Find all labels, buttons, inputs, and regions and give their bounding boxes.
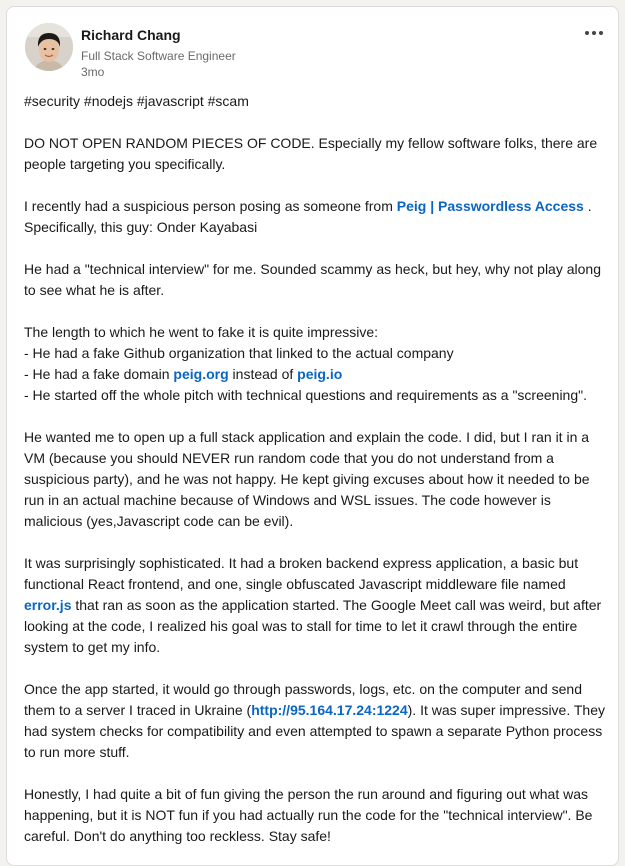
post-card: [6, 6, 619, 866]
post-body: [24, 91, 609, 866]
fake-domain-link[interactable]: peig.org: [173, 366, 229, 382]
post-header: [7, 7, 618, 87]
list-item: [24, 364, 609, 385]
more-horizontal-icon-dot: [599, 31, 603, 35]
post-paragraph-7-text-after: ). It was super impressive. They had system checks for compatibility and even attempted to spawn a separate Python process to run more stuff.: [24, 702, 605, 760]
post-paragraph-2: [24, 196, 609, 238]
post-paragraph-8: Honestly, I had quite a bit of fun giving the person the run around and figuring out what was happening, but it is NOT fun if you had actually run the code for the "technical interview". Be careful. Don't do anything too reckless. Stay safe!: [24, 786, 593, 844]
author-name[interactable]: Richard Chang: [81, 27, 181, 43]
error-js-link[interactable]: error.js: [24, 597, 72, 613]
more-horizontal-icon-dot: [592, 31, 596, 35]
server-ip-link[interactable]: http://95.164.17.24:1224: [251, 702, 408, 718]
post-paragraph-3: He had a "technical interview" for me. Sounded scammy as heck, but hey, why not play along to see what he is after.: [24, 261, 601, 298]
author-avatar[interactable]: [25, 23, 73, 71]
post-paragraph-1: DO NOT OPEN RANDOM PIECES OF CODE. Especially my fellow software folks, there are people targeting you specifically.: [24, 135, 598, 172]
company-link[interactable]: Peig | Passwordless Access: [396, 198, 584, 214]
list-item: - He had a fake Github organization that linked to the actual company: [24, 345, 454, 361]
list-item-text: instead of: [228, 366, 298, 382]
post-paragraph-7: [24, 679, 609, 763]
post-paragraph-6-text-after: that ran as soon as the application started. The Google Meet call was weird, but after looking at the code, I realized his goal was to stall for time to let it crawl through the entire system to get my info.: [24, 597, 602, 655]
avatar-photo: [25, 23, 73, 71]
list-item-text: - He had a fake domain: [24, 366, 174, 382]
list-item: - He started off the whole pitch with technical questions and requirements as a "screening".: [24, 387, 587, 403]
post-paragraph-4-intro: The length to which he went to fake it is quite impressive:: [24, 324, 379, 340]
post-timestamp: 3mo: [81, 65, 105, 79]
author-headline: Full Stack Software Engineer: [81, 49, 236, 63]
post-paragraph-5: He wanted me to open up a full stack application and explain the code. I did, but I ran it in a VM (because you should NEVER run random code that you do not understand from a suspicious party), and he was not happy. He kept giving excuses about how it needed to be run in an actual machine because of Windows and WSL issues. The code however is malicious (yes,Javascript code can be evil).: [24, 429, 590, 529]
post-paragraph-2-text: I recently had a suspicious person posing as someone from: [24, 198, 397, 214]
post-paragraph-4: [24, 322, 609, 406]
post-paragraph-2-line2: Specifically, this guy: Onder Kayabasi: [24, 219, 258, 235]
more-horizontal-icon: [585, 31, 589, 35]
post-hashtags: #security #nodejs #javascript #scam: [24, 93, 249, 109]
real-domain-link[interactable]: peig.io: [297, 366, 343, 382]
post-paragraph-7-text: Once the app started, it would go through passwords, logs, etc. on the computer and send them to a server I traced in Ukraine (: [24, 681, 583, 718]
more-options-button[interactable]: [580, 23, 608, 43]
post-paragraph-2-suffix: .: [583, 198, 592, 214]
post-paragraph-6-text: It was surprisingly sophisticated. It had a broken backend express application, a basic but functional React frontend, and one, single obfuscated Javascript middleware file named: [24, 555, 579, 592]
post-paragraph-6: [24, 553, 609, 658]
